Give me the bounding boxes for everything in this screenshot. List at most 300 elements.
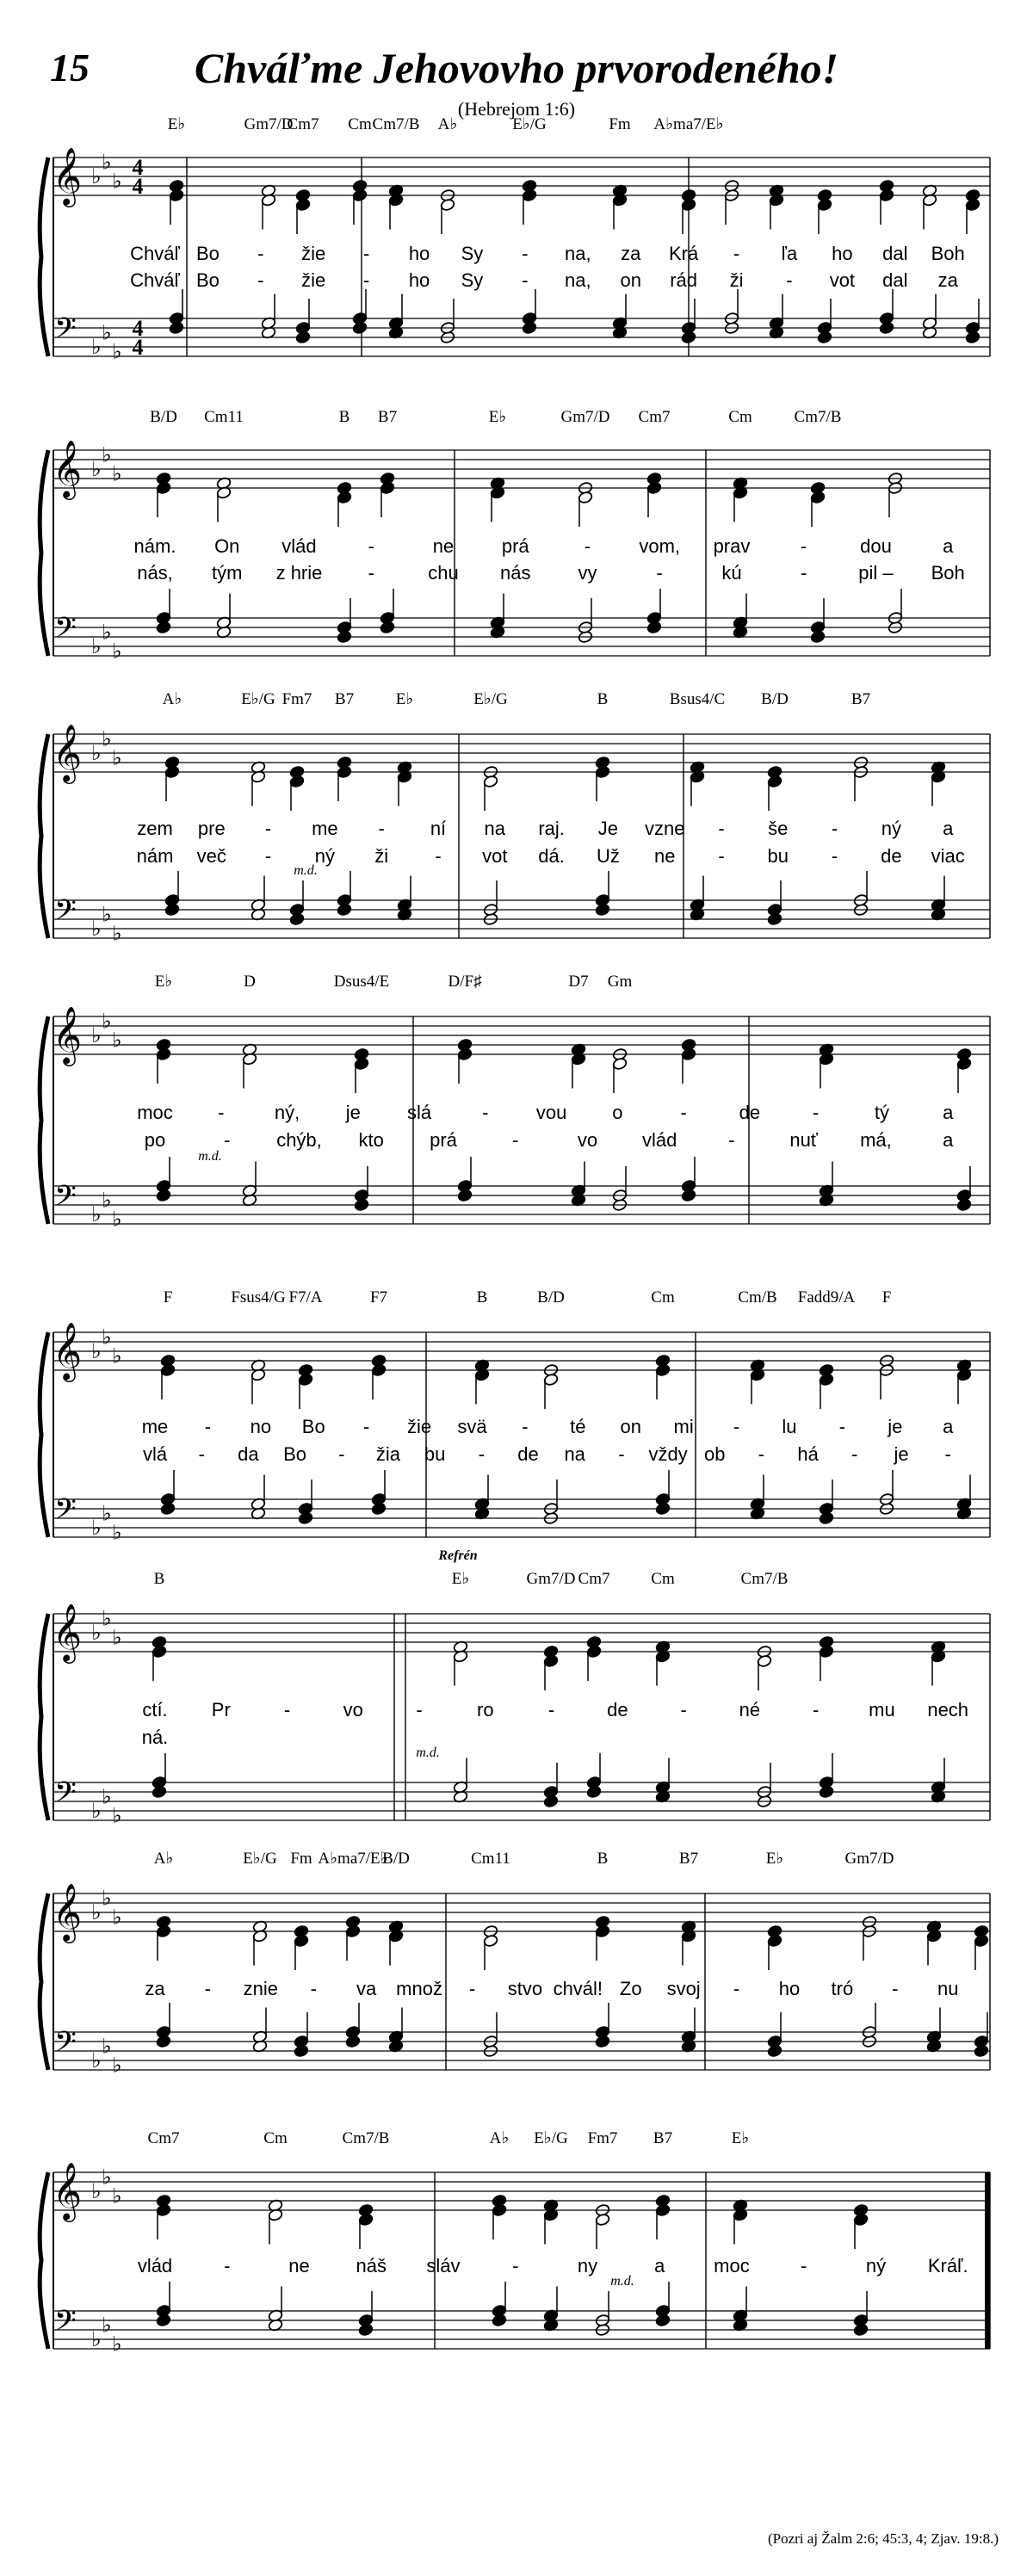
- treble-clef: 𝄞: [52, 1321, 83, 1380]
- treble-clef: 𝄞: [52, 1005, 83, 1064]
- lyric-syllable: dou: [860, 535, 892, 557]
- lyric-syllable: -: [264, 845, 272, 867]
- lyric-syllable: -: [522, 243, 529, 264]
- time-signature: 4: [132, 316, 144, 341]
- chord-symbol: E♭: [154, 973, 173, 991]
- chord-symbol: Cm11: [471, 1850, 510, 1868]
- lyric-syllable: pre: [197, 818, 226, 839]
- bass-staff: [53, 1186, 990, 1224]
- chord-symbol: Cm7: [147, 2129, 180, 2147]
- flat-sign: ♭: [102, 2166, 112, 2190]
- lyric-syllable: ne: [432, 535, 455, 557]
- flat-sign: ♭: [112, 2185, 122, 2208]
- chord-symbol: Cm: [651, 1288, 675, 1307]
- refrain-label: Refrén: [438, 1548, 478, 1563]
- chord-symbol: E♭: [731, 2129, 750, 2147]
- lyric-syllable: kú: [721, 562, 742, 584]
- lyric-syllable: né: [739, 1699, 761, 1720]
- chord-symbol: B: [597, 1850, 609, 1868]
- lyric-syllable: -: [733, 1978, 740, 1999]
- lyric-syllable: vlád: [642, 1129, 677, 1151]
- chord-symbol: B7: [653, 2129, 673, 2147]
- flat-sign: ♭: [102, 1608, 112, 1631]
- flat-sign: ♭: [112, 1029, 122, 1053]
- lyric-syllable: za: [145, 1978, 165, 1999]
- lyric-syllable: žia: [375, 1443, 401, 1465]
- flat-sign: ♭: [91, 459, 102, 481]
- treble-staff: [53, 1016, 990, 1054]
- lyric-syllable: še: [768, 818, 789, 839]
- flat-sign: ♭: [91, 636, 102, 658]
- lyric-syllable: -: [264, 818, 272, 839]
- lyric-syllable: -: [584, 535, 591, 557]
- lyric-syllable: tým: [212, 562, 243, 584]
- lyric-syllable: ob: [704, 1443, 726, 1465]
- chord-symbol: E♭: [765, 1850, 784, 1868]
- chord-symbol: E♭/G: [512, 115, 547, 133]
- system: [40, 1548, 990, 1828]
- flat-sign: ♭: [91, 743, 102, 765]
- lyric-syllable: svä: [457, 1416, 487, 1437]
- lyric-syllable: -: [718, 818, 725, 839]
- brace: [40, 1332, 48, 1537]
- system: [40, 408, 990, 664]
- lyric-syllable: -: [656, 562, 663, 584]
- bass-staff: [53, 618, 990, 656]
- flat-sign: ♭: [102, 322, 112, 345]
- lyric-syllable: žie: [407, 1416, 432, 1437]
- lyric-syllable: kto: [358, 1129, 384, 1151]
- brace: [40, 1614, 48, 1820]
- lyric-syllable: ne: [288, 2255, 310, 2276]
- flat-sign: ♭: [91, 918, 102, 941]
- lyric-syllable: nuť: [789, 1129, 819, 1151]
- md-marking: m.d.: [294, 863, 318, 878]
- lyric-syllable: ži: [374, 845, 389, 867]
- treble-clef: 𝄞: [52, 1882, 83, 1941]
- lyric-syllable: na: [564, 1443, 585, 1465]
- chord-symbol: E♭: [395, 690, 414, 708]
- bass-clef: 𝄢: [54, 2305, 77, 2344]
- chord-symbol: F7: [369, 1288, 388, 1307]
- lyric-syllable: -: [416, 1699, 423, 1720]
- lyric-syllable: Bo: [195, 243, 220, 264]
- md-marking: m.d.: [416, 1745, 440, 1760]
- lyric-syllable: da: [238, 1443, 259, 1465]
- flat-sign: ♭: [112, 1805, 122, 1828]
- chord-symbol: Fadd9/A: [797, 1288, 856, 1307]
- lyric-syllable: -: [368, 535, 374, 557]
- lyric-syllable: vlád: [137, 2255, 173, 2276]
- chord-symbol: A♭: [489, 2129, 510, 2147]
- lyric-syllable: -: [362, 269, 370, 291]
- system: [40, 2129, 990, 2357]
- time-signature: 4: [132, 155, 144, 180]
- chord-symbol: E♭: [167, 115, 186, 133]
- lyric-syllable: me: [312, 818, 338, 839]
- bass-clef: 𝄢: [54, 2026, 77, 2066]
- bass-staff: [53, 2311, 990, 2349]
- lyric-syllable: -: [224, 1129, 231, 1151]
- lyric-syllable: -: [512, 2255, 519, 2276]
- lyric-syllable: na,: [565, 243, 591, 264]
- chord-symbol: Gm7/D: [244, 115, 294, 133]
- treble-staff: [53, 2172, 990, 2210]
- bass-staff: [53, 318, 990, 356]
- brace: [40, 1893, 48, 2070]
- lyric-syllable: va: [356, 1978, 377, 1999]
- lyric-syllable: vou: [535, 1102, 567, 1123]
- flat-sign: ♭: [112, 1345, 122, 1368]
- lyric-syllable: -: [851, 1443, 858, 1465]
- flat-sign: ♭: [91, 2050, 102, 2073]
- lyric-syllable: za: [621, 243, 641, 264]
- treble-staff: [53, 1893, 990, 1931]
- lyric-syllable: na: [484, 818, 506, 839]
- lyric-syllable: -: [512, 1129, 519, 1151]
- lyric-syllable: moc: [137, 1102, 173, 1123]
- lyric-syllable: -: [482, 1102, 489, 1123]
- treble-clef: 𝄞: [52, 146, 83, 205]
- chord-symbol: F7/A: [288, 1288, 323, 1307]
- chord-symbol: B: [153, 1570, 165, 1588]
- lyric-syllable: zem: [137, 818, 173, 839]
- lyric-syllable: svoj: [666, 1978, 701, 1999]
- bass-staff: [53, 1782, 990, 1820]
- flat-sign: ♭: [91, 337, 102, 359]
- flat-sign: ♭: [112, 1906, 122, 1930]
- chord-symbol: B: [476, 1288, 488, 1307]
- flat-sign: ♭: [102, 904, 112, 927]
- lyric-syllable: vo: [343, 1699, 363, 1720]
- lyric-syllable: viac: [931, 845, 965, 867]
- lyric-syllable: sláv: [426, 2255, 461, 2276]
- lyric-syllable: ro: [477, 1699, 494, 1720]
- chord-symbol: B: [338, 408, 350, 426]
- flat-sign: ♭: [91, 1902, 102, 1924]
- lyric-syllable: ľa: [781, 243, 798, 264]
- chord-symbol: Cm7/B: [794, 408, 842, 426]
- lyric-syllable: nu: [937, 1978, 959, 1999]
- lyric-syllable: -: [522, 1416, 529, 1437]
- brace: [40, 2172, 48, 2349]
- lyric-syllable: a: [943, 535, 954, 557]
- lyric-syllable: -: [801, 562, 807, 584]
- chord-symbol: Cm: [348, 115, 372, 133]
- lyric-syllable: -: [892, 1978, 899, 1999]
- chord-symbol: B/D: [382, 1850, 410, 1868]
- chord-symbol: A♭ma7/E♭: [653, 115, 724, 133]
- lyric-syllable: Chváľ: [130, 269, 180, 291]
- flat-sign: ♭: [102, 621, 112, 645]
- lyric-syllable: chu: [428, 562, 459, 584]
- lyric-syllable: -: [468, 1978, 476, 1999]
- lyric-syllable: vlá: [142, 1443, 168, 1465]
- lyric-syllable: ctí.: [142, 1699, 168, 1720]
- lyric-syllable: je: [894, 1443, 909, 1465]
- flat-sign: ♭: [102, 1189, 112, 1213]
- flat-sign: ♭: [112, 463, 122, 486]
- treble-clef: 𝄞: [52, 2161, 83, 2220]
- treble-clef: 𝄞: [52, 1603, 83, 1661]
- footnote: (Pozri aj Žalm 2:6; 45:3, 4; Zjav. 19:8.): [767, 2530, 999, 2547]
- treble-staff: [53, 1332, 990, 1370]
- chord-symbol: Gm7/D: [526, 1570, 576, 1588]
- chord-symbol: D/F♯: [448, 973, 482, 991]
- lyric-syllable: Zo: [619, 1978, 642, 1999]
- bass-clef: 𝄢: [54, 894, 77, 934]
- chord-symbol: Gm: [607, 973, 633, 991]
- lyric-syllable: ná.: [141, 1727, 169, 1748]
- lyric-syllable: prá: [430, 1129, 457, 1151]
- lyric-syllable: -: [728, 1129, 735, 1151]
- lyric-syllable: a: [943, 818, 954, 839]
- lyric-syllable: -: [362, 243, 370, 264]
- lyric-syllable: prá: [501, 535, 529, 557]
- lyric-syllable: stvo: [507, 1978, 543, 1999]
- lyric-syllable: on: [620, 269, 641, 291]
- lyric-syllable: bu: [424, 1443, 446, 1465]
- lyric-syllable: ní: [430, 818, 447, 839]
- flat-sign: ♭: [112, 2333, 122, 2357]
- brace: [40, 1016, 48, 1224]
- lyric-syllable: a: [943, 1102, 954, 1123]
- chord-symbol: E♭/G: [241, 690, 275, 708]
- chord-symbol: Gm7/D: [844, 1850, 894, 1868]
- lyric-syllable: -: [680, 1102, 687, 1123]
- lyric-syllable: rád: [670, 269, 698, 291]
- treble-staff: [53, 158, 990, 195]
- treble-staff: [53, 450, 990, 488]
- flat-sign: ♭: [112, 923, 122, 946]
- chord-symbol: E♭/G: [473, 690, 508, 708]
- lyric-syllable: žie: [301, 243, 326, 264]
- lyric-syllable: nás: [499, 562, 531, 584]
- chord-symbol: E♭/G: [243, 1850, 277, 1868]
- lyric-syllable: me: [141, 1416, 169, 1437]
- lyric-syllable: prav: [713, 535, 751, 557]
- lyric-syllable: Už: [596, 845, 620, 867]
- lyric-syllable: náš: [356, 2255, 387, 2276]
- lyric-syllable: -: [283, 1699, 291, 1720]
- chord-symbol: B/D: [150, 408, 177, 426]
- lyric-syllable: -: [786, 269, 793, 291]
- flat-sign: ♭: [112, 1208, 122, 1232]
- song-title: Chváľme Jehovovho prvorodeného!: [194, 44, 839, 92]
- chord-symbol: Dsus4/E: [333, 973, 390, 991]
- lyric-syllable: ný,: [274, 1102, 300, 1123]
- flat-sign: ♭: [91, 166, 102, 188]
- flat-sign: ♭: [91, 1341, 102, 1363]
- lyric-syllable: -: [257, 243, 264, 264]
- lyric-syllable: ho: [408, 243, 430, 264]
- lyric-syllable: nám.: [133, 535, 176, 557]
- lyric-syllable: a: [943, 1416, 954, 1437]
- chord-symbol: B/D: [761, 690, 789, 708]
- system: [40, 690, 990, 946]
- chord-symbol: Fsus4/G: [231, 1288, 286, 1307]
- chord-symbol: Fm7: [587, 2129, 618, 2147]
- lyric-syllable: -: [758, 1443, 765, 1465]
- lyric-syllable: Kráľ.: [927, 2255, 968, 2276]
- lyric-syllable: On: [214, 535, 240, 557]
- md-marking: m.d.: [610, 2274, 634, 2289]
- lyric-syllable: -: [801, 535, 807, 557]
- flat-sign: ♭: [91, 1801, 102, 1823]
- flat-sign: ♭: [102, 1326, 112, 1350]
- flat-sign: ♭: [112, 2054, 122, 2078]
- flat-sign: ♭: [112, 1522, 122, 1545]
- lyric-syllable: mi: [673, 1416, 694, 1437]
- lyric-syllable: mu: [869, 1699, 895, 1720]
- flat-sign: ♭: [91, 1025, 102, 1047]
- chord-symbol: B7: [334, 690, 355, 708]
- lyric-syllable: -: [944, 1443, 951, 1465]
- lyric-syllable: -: [680, 1699, 687, 1720]
- system: [40, 973, 990, 1232]
- lyric-syllable: -: [831, 818, 838, 839]
- lyric-syllable: dá.: [538, 845, 565, 867]
- chord-symbol: Cm7/B: [342, 2129, 390, 2147]
- flat-sign: ♭: [102, 1786, 112, 1809]
- chord-symbol: E♭: [488, 408, 507, 426]
- lyric-syllable: -: [257, 269, 264, 291]
- lyric-syllable: ny: [577, 2255, 598, 2276]
- brace: [40, 158, 48, 356]
- bass-clef: 𝄢: [54, 1493, 77, 1533]
- lyric-syllable: -: [522, 269, 529, 291]
- bass-clef: 𝄢: [54, 1776, 77, 1816]
- lyric-syllable: Boh: [931, 243, 965, 264]
- lyric-syllable: a: [943, 1129, 954, 1151]
- lyric-syllable: -: [618, 1443, 625, 1465]
- lyric-syllable: Bo: [195, 269, 220, 291]
- lyric-syllable: Bo: [301, 1416, 325, 1437]
- lyric-syllable: je: [888, 1416, 903, 1437]
- lyric-syllable: -: [204, 1416, 212, 1437]
- flat-sign: ♭: [102, 2314, 112, 2338]
- flat-sign: ♭: [91, 2329, 102, 2351]
- lyric-syllable: -: [838, 1416, 846, 1437]
- lyric-syllable: slá: [407, 1102, 432, 1123]
- lyric-syllable: vot: [829, 269, 856, 291]
- lyric-syllable: vo: [577, 1129, 598, 1151]
- lyric-syllable: -: [831, 845, 838, 867]
- lyric-syllable: ný: [865, 2255, 887, 2276]
- lyric-syllable: -: [198, 1443, 205, 1465]
- lyric-syllable: ho: [408, 269, 430, 291]
- chord-symbol: A♭: [153, 1850, 174, 1868]
- lyric-syllable: pil –: [858, 562, 894, 584]
- lyric-syllable: Sy: [461, 243, 484, 264]
- lyric-syllable: -: [224, 2255, 231, 2276]
- lyric-syllable: -: [378, 818, 385, 839]
- chord-symbol: Gm7/D: [560, 408, 610, 426]
- lyric-syllable: ži: [729, 269, 744, 291]
- chord-symbol: F: [163, 1288, 173, 1307]
- chord-symbol: Cm: [728, 408, 752, 426]
- lyric-syllable: -: [362, 1416, 370, 1437]
- lyric-syllable: tró: [831, 1978, 854, 1999]
- chord-symbol: E♭/G: [534, 2129, 568, 2147]
- flat-sign: ♭: [102, 151, 112, 175]
- treble-clef: 𝄞: [52, 723, 83, 781]
- lyric-syllable: znie: [243, 1978, 279, 1999]
- flat-sign: ♭: [112, 747, 122, 770]
- chord-symbol: B7: [678, 1850, 699, 1868]
- chord-symbol: E♭: [451, 1570, 470, 1588]
- chord-symbol: Fm7: [281, 690, 312, 708]
- flat-sign: ♭: [112, 170, 122, 194]
- lyric-syllable: za: [937, 269, 958, 291]
- lyric-syllable: množ: [396, 1978, 442, 1999]
- lyric-syllable: ný: [881, 818, 902, 839]
- final-barline: [985, 2172, 990, 2349]
- chord-symbol: Fm: [609, 115, 631, 133]
- lyric-syllable: de: [739, 1102, 761, 1123]
- lyric-syllable: -: [547, 1699, 555, 1720]
- lyric-syllable: vlád: [281, 535, 317, 557]
- lyric-syllable: Krá: [669, 243, 699, 264]
- lyric-syllable: -: [218, 1102, 225, 1123]
- bass-clef: 𝄢: [54, 1180, 77, 1220]
- flat-sign: ♭: [91, 1622, 102, 1645]
- bass-clef: 𝄢: [54, 612, 77, 652]
- flat-sign: ♭: [102, 728, 112, 751]
- chord-symbol: Cm11: [204, 408, 244, 426]
- lyric-syllable: vy: [578, 562, 597, 584]
- lyric-syllable: Pr: [211, 1699, 231, 1720]
- lyric-syllable: -: [368, 562, 374, 584]
- chord-symbol: B7: [377, 408, 398, 426]
- lyric-syllable: -: [801, 2255, 807, 2276]
- chord-symbol: A♭ma7/E♭: [318, 1850, 388, 1868]
- chord-symbol: A♭: [162, 690, 182, 708]
- treble-staff: [53, 1614, 990, 1652]
- lyric-syllable: dal: [882, 269, 908, 291]
- bass-staff: [53, 2032, 990, 2070]
- chord-symbol: Fm: [290, 1850, 312, 1868]
- lyric-syllable: nech: [927, 1699, 969, 1720]
- md-marking: m.d.: [198, 1149, 222, 1164]
- lyric-syllable: -: [718, 845, 725, 867]
- lyric-syllable: ne: [653, 845, 676, 867]
- chord-symbol: Cm7/B: [372, 115, 420, 133]
- lyric-syllable: -: [733, 243, 740, 264]
- chord-symbol: B7: [851, 690, 871, 708]
- lyric-syllable: vzne: [644, 818, 685, 839]
- lyric-syllable: on: [620, 1416, 641, 1437]
- lyric-syllable: chýb,: [276, 1129, 322, 1151]
- lyric-syllable: po: [144, 1129, 166, 1151]
- chord-symbol: D7: [568, 973, 589, 991]
- lyric-syllable: Boh: [931, 562, 965, 584]
- lyric-syllable: vždy: [648, 1443, 688, 1465]
- bass-staff: [53, 1499, 990, 1537]
- flat-sign: ♭: [91, 1204, 102, 1226]
- lyric-syllable: Sy: [461, 269, 484, 291]
- lyric-syllable: je: [345, 1102, 361, 1123]
- lyric-syllable: a: [654, 2255, 665, 2276]
- flat-sign: ♭: [91, 1517, 102, 1540]
- lyric-syllable: de: [881, 845, 902, 867]
- song-number: 15: [50, 46, 90, 90]
- lyric-syllable: na,: [565, 269, 591, 291]
- lyric-syllable: -: [478, 1443, 485, 1465]
- bass-staff: [53, 900, 990, 938]
- system: [40, 1850, 990, 2078]
- lyric-syllable: ho: [778, 1978, 801, 1999]
